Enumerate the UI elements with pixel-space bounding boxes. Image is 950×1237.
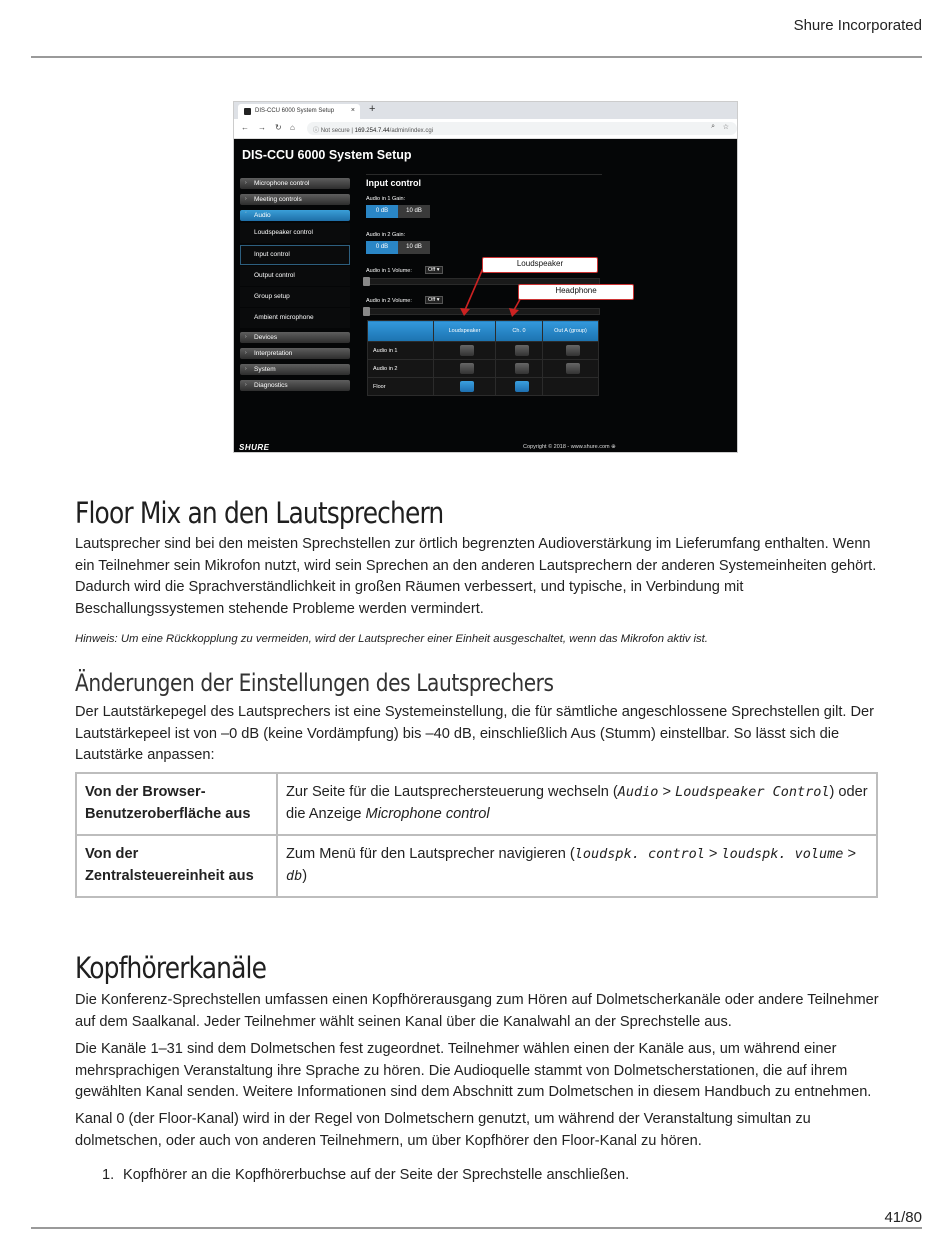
nav-output-control[interactable]: Output control bbox=[240, 266, 350, 286]
separator: > bbox=[704, 846, 722, 862]
arrow-head-icon bbox=[460, 308, 470, 316]
audio1-volume-select[interactable]: Off ▾ bbox=[425, 266, 443, 274]
nav-label: System bbox=[254, 366, 276, 373]
new-tab-icon[interactable]: + bbox=[369, 103, 376, 115]
callout-loudspeaker: Loudspeaker bbox=[482, 257, 598, 273]
paragraph: Die Konferenz-Sprechstellen umfassen einen Kopfhörerausgang zum Hören auf Dolmetscherkanäle oder andere Teilnehmer auf dem Saalkanal. Jeder Teilnehmer wählt seinen Kanal über die Kanalwahl an der Sprechstelle aus. bbox=[75, 992, 879, 1030]
callout-arrow-loudspeaker bbox=[465, 266, 484, 310]
page-header-company: Shure Incorporated bbox=[793, 17, 922, 34]
code: loudspk. control bbox=[574, 846, 705, 862]
copyright-text: Copyright © 2018 - www.shure.com bbox=[523, 444, 610, 450]
code: db bbox=[286, 867, 303, 884]
app-title: DIS-CCU 6000 System Setup bbox=[242, 148, 412, 162]
nav-label: Microphone control bbox=[254, 180, 310, 187]
section-title: Input control bbox=[366, 178, 421, 188]
table-key: Von der Zentralsteuereinheit aus bbox=[76, 835, 277, 897]
text: ) bbox=[302, 867, 308, 884]
audio2-gain-10db[interactable]: 10 dB bbox=[398, 241, 430, 254]
table-value bbox=[277, 835, 877, 897]
text: Zum Menü für den Lautsprecher navigieren ( bbox=[286, 846, 575, 862]
code: loudspk. volume bbox=[721, 846, 844, 862]
nav-group-setup[interactable]: Group setup bbox=[240, 287, 350, 307]
list-number: 1. bbox=[102, 1167, 115, 1183]
arrow-head-icon bbox=[509, 308, 519, 317]
audio1-gain-label: Audio in 1 Gain: bbox=[366, 196, 406, 202]
text: Zur Seite für die Lautsprechersteuerung wechseln ( bbox=[286, 784, 618, 800]
code: Loudspeaker Control bbox=[675, 784, 830, 800]
paragraph: Kanal 0 (der Floor-Kanal) wird in der Regel von Dolmetschern genutzt, um während der Veranstaltung simultan zu dolmetschen, oder auch von anderen Teilnehmern, um über Kopfhörer den Floor-Kanal zu hören. bbox=[75, 1111, 811, 1149]
url-input[interactable]: ⓘ Not secure | 169.254.7.44/admin/index.cgi ⌕ ☆ bbox=[307, 122, 737, 135]
table-row bbox=[76, 773, 877, 835]
paragraph: Die Kanäle 1–31 sind dem Dolmetschen fest zugeordnet. Teilnehmer wählen einen der Kanäle aus, um während einer mehrsprachigen Veranstaltung ihre Sprache zu hören. Die Audioquelle stammt von Dolmetscherstationen, die auf ihrem gewählten Kanal senden. Weitere Informationen sind dem Abschnitt zum Dolmetschen in diesem Handbuch zu entnehmen. bbox=[75, 1041, 872, 1100]
nav-label: Interpretation bbox=[254, 350, 293, 357]
audio2-volume-select[interactable]: Off ▾ bbox=[425, 296, 443, 304]
forward-icon[interactable]: → bbox=[258, 123, 266, 132]
nav-label: Diagnostics bbox=[254, 382, 288, 389]
star-icon[interactable]: ☆ bbox=[722, 124, 729, 131]
audio2-gain-0db[interactable]: 0 dB bbox=[366, 241, 398, 254]
footer-rule bbox=[31, 1227, 922, 1229]
nav-ambient-microphone[interactable]: Ambient microphone bbox=[240, 308, 350, 328]
section-heading-loudspeaker-settings: Änderungen der Einstellungen des Lautsprechers bbox=[75, 669, 554, 697]
zoom-icon[interactable]: ⌕ bbox=[711, 123, 715, 130]
section-heading-floor-mix: Floor Mix an den Lautsprechern bbox=[75, 496, 444, 530]
audio1-gain-0db[interactable]: 0 dB bbox=[366, 205, 398, 218]
back-icon[interactable]: ← bbox=[241, 123, 249, 132]
chevron-right-icon: › bbox=[245, 366, 247, 372]
paragraph: Der Lautstärkepegel des Lautsprechers ist eine Systemeinstellung, die für sämtliche angeschlossene Sprechstellen gilt. Der Lautstärkepeel ist von –0 dB (keine Vordämpfung) bis –40 dB, einschließlich Aus (Stumm) einstellbar. So lässt sich die Lautstärke anpassen: bbox=[75, 704, 875, 763]
callout-arrows bbox=[234, 102, 738, 453]
row-label: Audio in 1 bbox=[368, 342, 434, 360]
callout-headphone: Headphone bbox=[518, 284, 634, 300]
close-icon[interactable]: × bbox=[350, 107, 355, 114]
home-icon[interactable]: ⌂ bbox=[290, 123, 295, 132]
note: Hinweis: Um eine Rückkopplung zu vermeiden, wird der Lautsprecher einer Einheit ausgeschaltet, wenn das Mikrofon aktiv ist. bbox=[75, 633, 708, 645]
chevron-right-icon: › bbox=[245, 196, 247, 202]
shure-logo: SHURE bbox=[239, 443, 270, 452]
italic-text: Microphone control bbox=[365, 805, 490, 822]
list-item: Kopfhörer an die Kopfhörerbuchse auf der Seite der Sprechstelle anschließen. bbox=[123, 1167, 630, 1183]
globe-icon: ⊕ bbox=[611, 444, 616, 450]
reload-icon[interactable]: ↻ bbox=[275, 123, 282, 132]
table-key: Von der Browser-Benutzeroberfläche aus bbox=[76, 773, 277, 835]
column-header: Loudspeaker bbox=[434, 321, 496, 342]
url-host: 169.254.7.44 bbox=[354, 128, 390, 134]
settings-table bbox=[75, 772, 878, 898]
header-rule bbox=[31, 56, 922, 58]
copyright bbox=[523, 444, 616, 450]
row-label: Audio in 2 bbox=[368, 360, 434, 378]
url-path: /admin/index.cgi bbox=[389, 128, 434, 134]
table-value bbox=[277, 773, 877, 835]
chevron-right-icon: › bbox=[245, 334, 247, 340]
column-header: Ch. 0 bbox=[496, 321, 543, 342]
tab-title: DIS-CCU 6000 System Setup bbox=[255, 108, 335, 114]
nav-input-control[interactable]: Input control bbox=[240, 245, 350, 265]
table-row bbox=[76, 835, 877, 897]
row-label: Floor bbox=[368, 378, 434, 396]
section-heading-headphone-channels: Kopfhörerkanäle bbox=[75, 951, 267, 985]
url-security: Not secure bbox=[320, 128, 350, 134]
audio2-gain-label: Audio in 2 Gain: bbox=[366, 232, 406, 238]
nav-label: Devices bbox=[254, 334, 278, 341]
page-number: 41/80 bbox=[884, 1209, 922, 1226]
text: ) oder die Anzeige bbox=[286, 784, 868, 822]
code: Audio bbox=[617, 784, 659, 800]
nav-label: Meeting controls bbox=[254, 196, 302, 203]
figure-screenshot bbox=[233, 101, 738, 453]
separator: > bbox=[658, 784, 676, 800]
chevron-right-icon: › bbox=[245, 180, 247, 186]
info-icon: ⓘ bbox=[313, 128, 320, 134]
nav-label: Audio bbox=[254, 212, 271, 219]
column-header: Out A (group) bbox=[543, 321, 599, 342]
chevron-right-icon: › bbox=[245, 382, 247, 388]
audio2-volume-label: Audio in 2 Volume: bbox=[366, 298, 412, 304]
chevron-down-icon: ˇ bbox=[245, 212, 247, 218]
paragraph: Lautsprecher sind bei den meisten Sprechstellen zur örtlich begrenzten Audioverstärkung im Lieferumfang enthalten. Wenn ein Teilnehmer sein Mikrofon nutzt, wird sein Sprechen an den anderen Lautsprechern der anderen Systemeinheiten gehört. Dadurch wird die Sprachverständlichkeit in großen Räumen verbessert, und typische, in Verbindung mit Beschallungssystemen stehende Probleme werden vermindert. bbox=[75, 536, 877, 617]
audio1-volume-label: Audio in 1 Volume: bbox=[366, 268, 412, 274]
nav-loudspeaker-control[interactable]: Loudspeaker control bbox=[240, 223, 350, 243]
separator: > bbox=[843, 846, 856, 862]
chevron-right-icon: › bbox=[245, 350, 247, 356]
audio1-gain-10db[interactable]: 10 dB bbox=[398, 205, 430, 218]
